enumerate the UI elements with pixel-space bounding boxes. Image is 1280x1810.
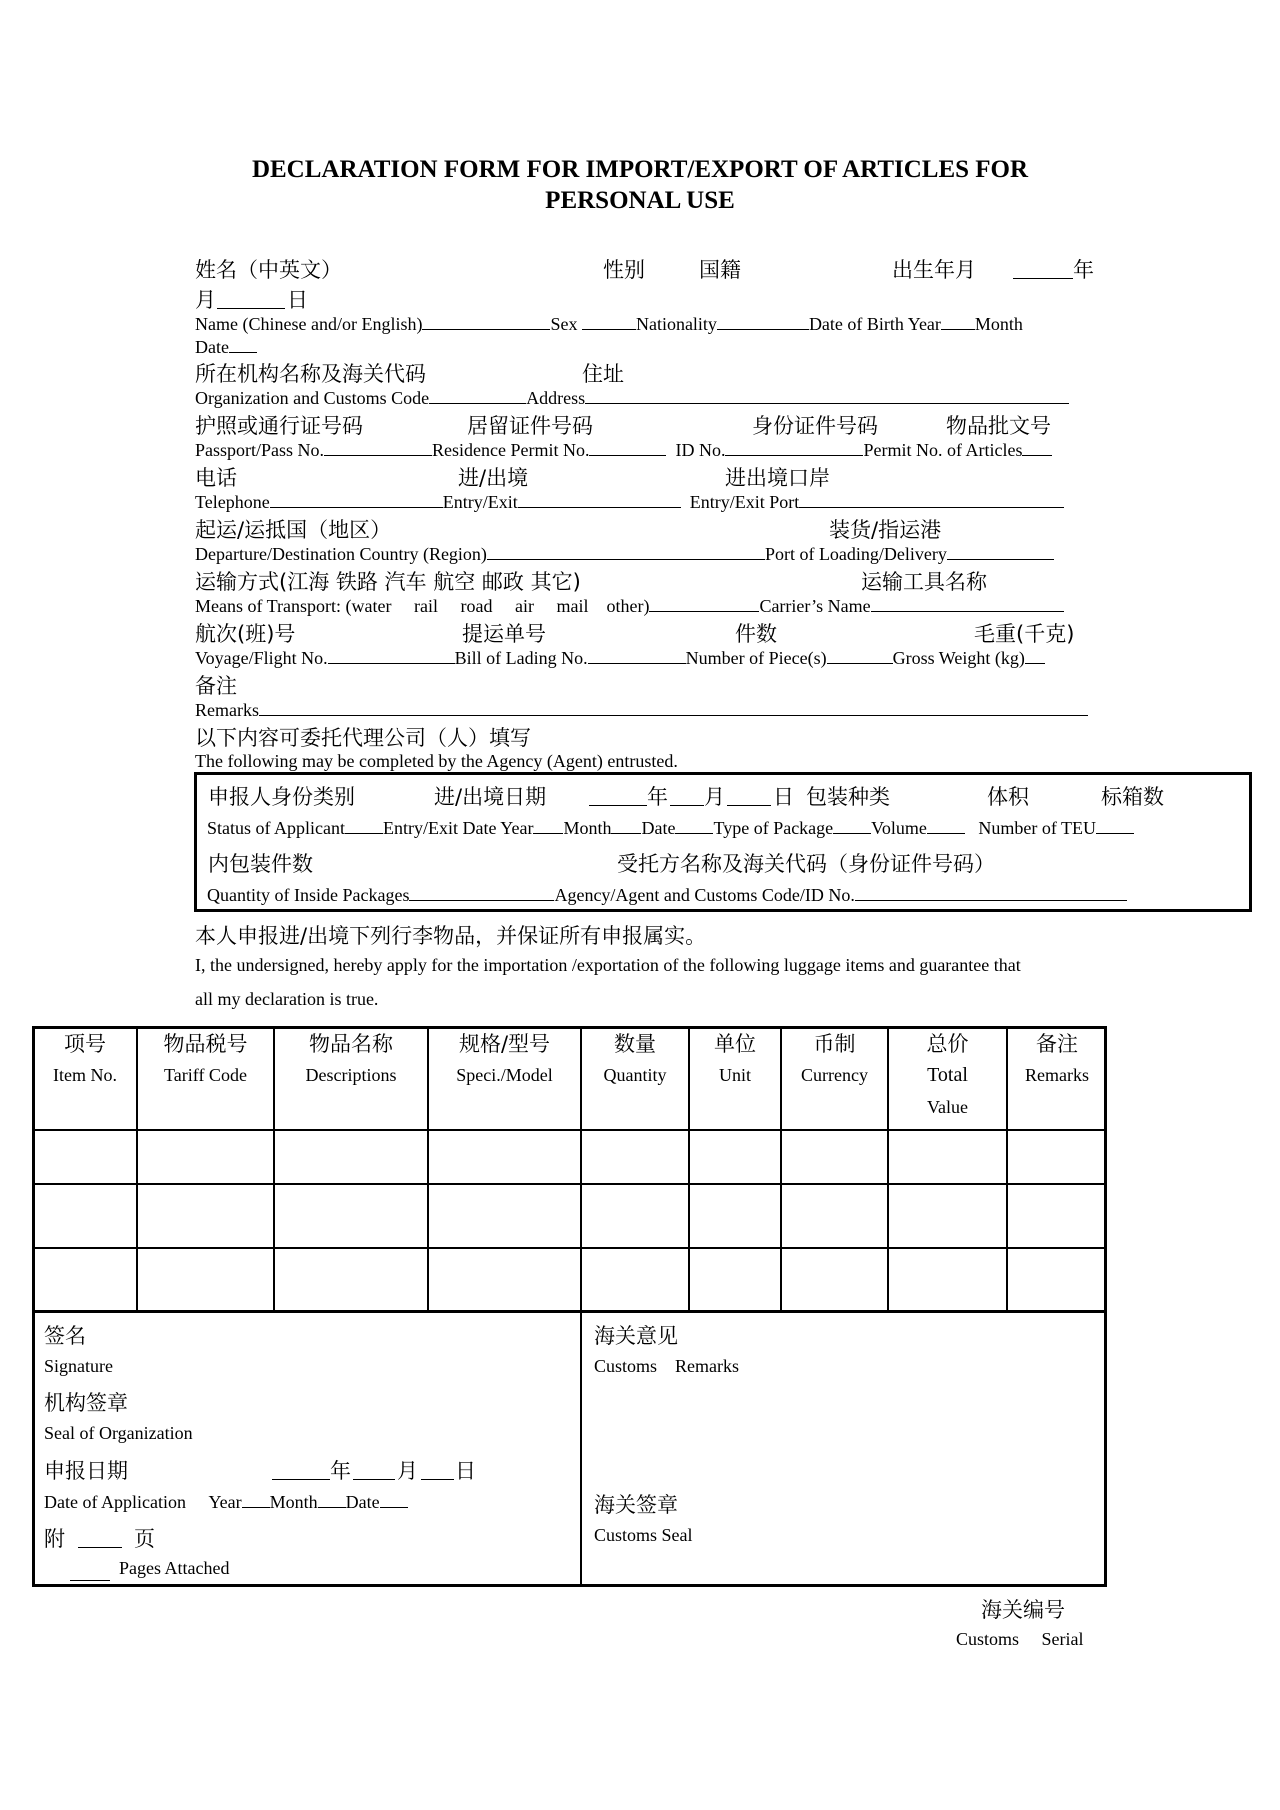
dob-year-blank[interactable] <box>1013 262 1073 279</box>
app-month-blank[interactable] <box>353 1463 395 1480</box>
dob-month-blank[interactable] <box>217 292 285 309</box>
label-date-en: Date <box>195 336 257 358</box>
telephone-field[interactable] <box>270 491 443 508</box>
country-field[interactable] <box>487 543 765 560</box>
label-serial-zh: 海关编号 <box>981 1598 1065 1622</box>
label-telephone-en: Telephone Entry/Exit Entry/Exit Port <box>195 491 1064 513</box>
port-field[interactable] <box>799 491 1064 508</box>
app-day-blank[interactable] <box>421 1463 454 1480</box>
label-name-en: Name (Chinese and/or English) Sex Nationality Date of Birth Year Month <box>195 314 1023 334</box>
label-permit-zh: 物品批文号 <box>946 414 1051 438</box>
label-loading-zh: 装货/指运港 <box>829 518 942 542</box>
label-telephone-zh: 电话 <box>195 466 237 490</box>
label-bill-zh: 提运单号 <box>462 622 546 646</box>
label-app-year-zh: 年 <box>330 1459 351 1483</box>
form-title: DECLARATION FORM FOR IMPORT/EXPORT OF ARTICLES FOR <box>251 156 1029 183</box>
label-volume-zh: 体积 <box>987 785 1029 809</box>
label-day-zh: 日 <box>287 288 308 312</box>
package-field[interactable] <box>833 817 871 834</box>
pages-blank[interactable] <box>70 1564 110 1581</box>
label-year-zh: 年 <box>1073 258 1094 282</box>
label-nationality-zh: 国籍 <box>699 258 741 282</box>
nationality-field[interactable] <box>717 313 809 330</box>
label-voyage-zh: 航次(班)号 <box>195 622 296 646</box>
label-customs-zh: 海关意见 <box>594 1324 678 1348</box>
declaration-en-1: I, the undersigned, hereby apply for the importation /exportation of the following luggage items and guarantee that <box>195 955 1021 975</box>
label-country-zh: 起运/运抵国（地区） <box>195 518 392 542</box>
label-customs-en: Customs Remarks <box>594 1356 740 1376</box>
label-country-en: Departure/Destination Country (Region) Port of Loading/Delivery <box>195 543 1054 565</box>
header-model: 规格/型号 Speci./Model <box>456 1032 553 1085</box>
label-inside-en: Quantity of Inside Packages Agency/Agent and Customs Code/ID No. <box>207 884 1127 906</box>
teu-field[interactable] <box>1096 817 1134 834</box>
label-transport-zh: 运输方式(江海 铁路 汽车 航空 邮政 其它) <box>195 570 581 594</box>
label-address-zh: 住址 <box>582 362 624 386</box>
declaration-en-2: all my declaration is true. <box>195 989 379 1009</box>
table-divider <box>32 1183 1107 1185</box>
label-org-en: Organization and Customs Code Address <box>195 387 1069 409</box>
label-weight-zh: 毛重(千克) <box>974 622 1075 646</box>
label-app-date-zh: 申报日期 <box>44 1459 128 1483</box>
label-sex-zh: 性别 <box>603 258 645 282</box>
header-unit: 单位 Unit <box>714 1032 756 1085</box>
entry-exit-field[interactable] <box>518 491 681 508</box>
bill-field[interactable] <box>588 647 686 664</box>
label-agent-zh: 受托方名称及海关代码（身份证件号码） <box>617 852 995 876</box>
sex-field[interactable] <box>582 313 636 330</box>
label-teu-zh: 标箱数 <box>1101 785 1164 809</box>
label-remarks-en: Remarks <box>195 699 1088 721</box>
header-tariff-code: 物品税号 Tariff Code <box>163 1032 248 1085</box>
pieces-field[interactable] <box>827 647 893 664</box>
inside-field[interactable] <box>409 884 554 901</box>
label-seal-zh: 机构签章 <box>44 1391 128 1415</box>
label-month-zh: 月 <box>195 288 216 312</box>
label-name-zh: 姓名（中英文） <box>195 258 342 282</box>
app-year-field[interactable] <box>242 1491 270 1508</box>
passport-field[interactable] <box>324 439 432 456</box>
birth-year-field[interactable] <box>941 313 975 330</box>
label-seal-en: Seal of Organization <box>44 1423 193 1443</box>
label-app-date-en: Date of Application Year Month Date <box>44 1491 408 1513</box>
header-remarks: 备注 Remarks <box>1025 1032 1089 1085</box>
label-year-zh-2: 年 <box>647 785 668 809</box>
org-field[interactable] <box>429 387 526 404</box>
label-port-zh: 进出境口岸 <box>725 466 830 490</box>
entry-date-month-field[interactable] <box>611 817 641 834</box>
entry-month-blank[interactable] <box>670 789 704 806</box>
entry-day-blank[interactable] <box>727 789 771 806</box>
label-page-zh: 页 <box>134 1527 155 1551</box>
declaration-zh: 本人申报进/出境下列行李物品，并保证所有申报属实。 <box>195 924 707 948</box>
label-month-zh-2: 月 <box>704 785 725 809</box>
birth-date-field[interactable] <box>229 336 257 353</box>
label-package-zh: 包装种类 <box>806 785 890 809</box>
agency-note-en: The following may be completed by the Agency (Agent) entrusted. <box>195 751 678 771</box>
label-status-zh: 申报人身份类别 <box>208 785 355 809</box>
header-descriptions: 物品名称 Descriptions <box>305 1032 397 1085</box>
header-quantity: 数量 Quantity <box>603 1032 667 1085</box>
label-voyage-en: Voyage/Flight No. Bill of Lading No. Number of Piece(s) Gross Weight (kg) <box>195 647 1045 669</box>
label-pages-en: Pages Attached <box>119 1558 230 1578</box>
name-field[interactable] <box>422 313 550 330</box>
entry-date-day-field[interactable] <box>675 817 713 834</box>
label-transport-en: Means of Transport: (water rail road air mail other) Carrier’s Name <box>195 595 1064 617</box>
remarks-field[interactable] <box>259 699 1088 716</box>
label-passport-en: Passport/Pass No. Residence Permit No. ID No. Permit No. of Articles <box>195 439 1052 461</box>
label-day-zh-2: 日 <box>773 785 794 809</box>
weight-field[interactable] <box>1025 647 1045 664</box>
label-customs-seal-en: Customs Seal <box>594 1525 693 1545</box>
entry-year-blank[interactable] <box>589 789 647 806</box>
label-dob-zh: 出生年月 <box>892 258 976 282</box>
label-app-month-zh: 月 <box>397 1459 418 1483</box>
label-pieces-zh: 件数 <box>735 622 777 646</box>
app-year-blank[interactable] <box>272 1463 330 1480</box>
label-customs-seal-zh: 海关签章 <box>594 1493 678 1517</box>
label-org-zh: 所在机构名称及海关代码 <box>195 362 426 386</box>
header-item-no: 项号 Item No. <box>53 1032 117 1085</box>
id-field[interactable] <box>725 439 863 456</box>
voyage-field[interactable] <box>328 647 455 664</box>
app-day-field[interactable] <box>380 1491 408 1508</box>
label-inside-zh: 内包装件数 <box>208 852 313 876</box>
label-entry-zh: 进/出境 <box>458 466 529 490</box>
volume-field[interactable] <box>927 817 965 834</box>
label-serial-en: Customs Serial <box>956 1629 1084 1649</box>
transport-field[interactable] <box>649 595 759 612</box>
entry-date-year-field[interactable] <box>533 817 563 834</box>
form-title-line2: PERSONAL USE <box>545 187 735 214</box>
table-column-line <box>580 1026 582 1587</box>
label-remarks-zh: 备注 <box>195 674 237 698</box>
status-field[interactable] <box>345 817 383 834</box>
header-total-value: 总价 Total Value <box>926 1032 969 1117</box>
label-id-zh: 身份证件号码 <box>752 414 878 438</box>
agent-field[interactable] <box>855 884 1127 901</box>
label-signature-zh: 签名 <box>44 1324 86 1348</box>
permit-field[interactable] <box>1022 439 1052 456</box>
agency-note-zh: 以下内容可委托代理公司（人）填写 <box>195 726 531 750</box>
label-app-day-zh: 日 <box>455 1459 476 1483</box>
address-field[interactable] <box>585 387 1069 404</box>
label-signature-en: Signature <box>44 1356 113 1376</box>
residence-field[interactable] <box>589 439 666 456</box>
header-currency: 币制 Currency <box>801 1032 868 1085</box>
label-residence-zh: 居留证件号码 <box>467 414 593 438</box>
label-status-en: Status of Applicant Entry/Exit Date Year Month Date Type of Package Volume Number of TEU <box>207 817 1134 839</box>
loading-field[interactable] <box>947 543 1054 560</box>
app-month-field[interactable] <box>318 1491 346 1508</box>
label-entry-date-zh: 进/出境日期 <box>434 785 547 809</box>
table-divider <box>32 1129 1107 1131</box>
label-attach-zh: 附 <box>44 1527 65 1551</box>
table-divider <box>32 1310 1107 1313</box>
carrier-field[interactable] <box>871 595 1064 612</box>
attach-blank[interactable] <box>78 1531 122 1548</box>
label-carrier-zh: 运输工具名称 <box>861 570 987 594</box>
table-divider <box>32 1247 1107 1249</box>
label-passport-zh: 护照或通行证号码 <box>195 414 363 438</box>
